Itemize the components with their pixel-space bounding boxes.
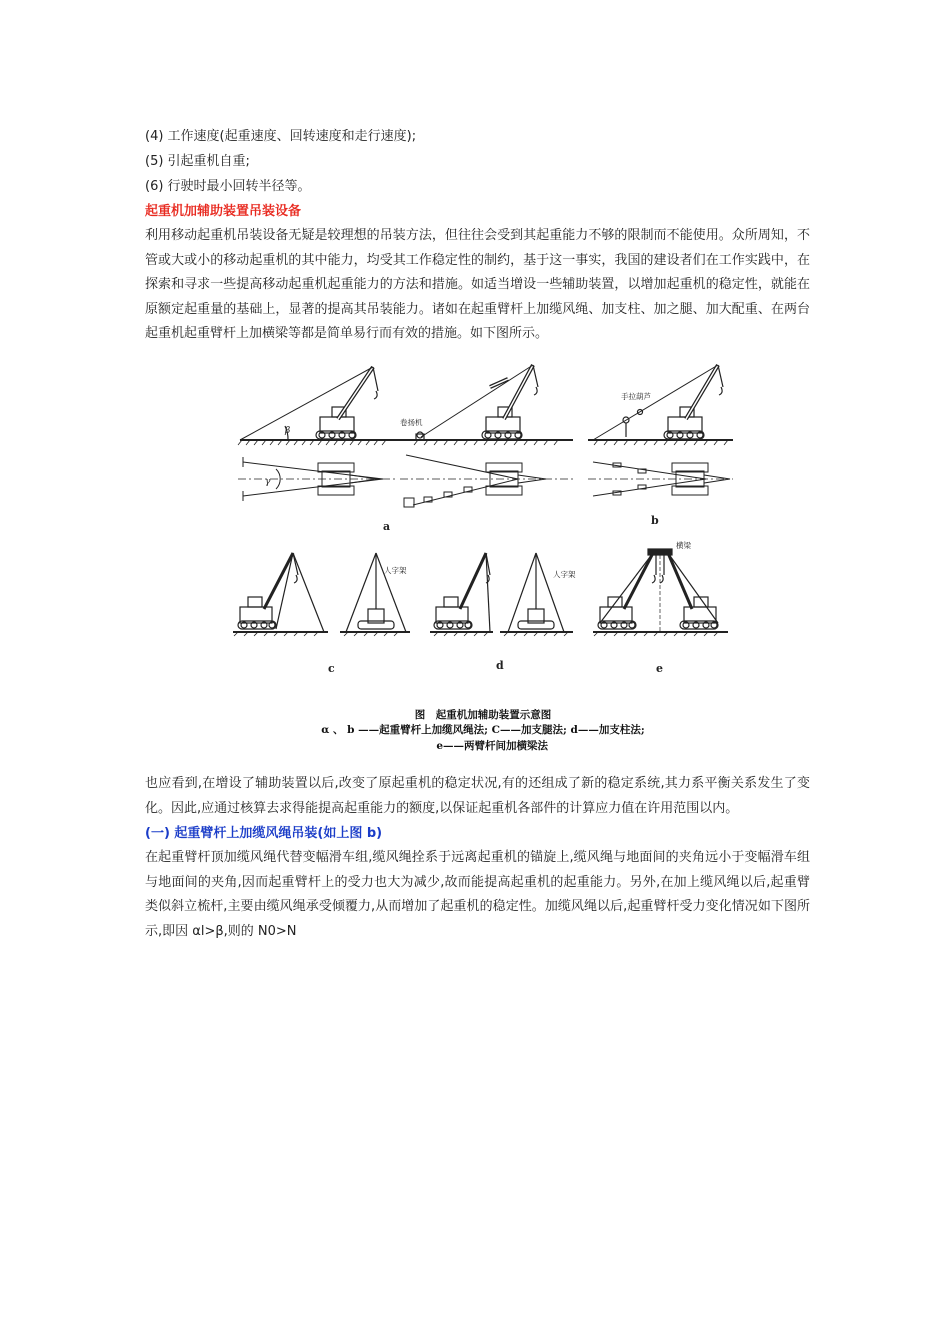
document-body-lower xyxy=(145,772,810,945)
figure-caption-line3: e——两臂杆间加横梁法 xyxy=(436,740,548,752)
cranes-e-crossbeam xyxy=(598,549,718,632)
figure-caption-title: 图 起重机加辅助装置示意图 xyxy=(414,709,552,721)
crane-h-elevation xyxy=(593,365,723,440)
list-item-6: (6) 行驶时最小回转半径等。 xyxy=(145,179,311,194)
figure-label-c: c xyxy=(328,662,335,675)
angle-gamma-label: γ xyxy=(265,477,271,487)
figure-label-b: b xyxy=(651,514,659,527)
intro-paragraph: 利用移动起重机吊装设备无疑是较理想的吊装方法，但往往会受到其起重能力不够的限制而不能使用。众所周知，不管或大或小的移动起重机的其中能力，均受其工作稳定性的制约，基于这一事实，我国的建设者们在工作实践中，在探索和寻求一些提高移动起重机起重能力的方法和措施。如适当增设一些辅助装置，以增加起重机的稳定性，就能在原额定起重量的基础上，显著的提高其吊装能力。诸如在起重臂杆上加缆风绳、加支柱、加之腿、加大配重、在两台起重机起重臂杆上加横梁等都是简单易行而有效的措施。如下图所示。 xyxy=(145,228,810,342)
after-paragraph: 也应看到,在增设了辅助装置以后,改变了原起重机的稳定状况,有的还组成了新的稳定系统,其力系平衡关系发生了变化。因此,应通过核算去求得能提高起重能力的额度,以保证起重机各部件的计算应力值在许用范围以内。 xyxy=(145,776,810,816)
crane-auxiliary-figure xyxy=(228,357,738,677)
list-item-4: (4) 工作速度(起重速度、回转速度和走行速度); xyxy=(145,129,417,144)
hand-hoist-label: 手拉葫芦 xyxy=(621,392,651,401)
crane-d-column xyxy=(434,553,490,632)
figure-label-e: e xyxy=(656,662,663,675)
crane-b-elevation xyxy=(416,365,538,440)
section-heading: 起重机加辅助装置吊装设备 xyxy=(145,204,302,219)
a-frame-d xyxy=(508,553,564,632)
plan-views xyxy=(238,455,733,507)
a-frame-c xyxy=(346,553,406,632)
figure-caption-line2: α 、 b ——起重臂杆上加缆风绳法; C——加支腿法; d——加支柱法; xyxy=(321,724,645,736)
ground-line-row1 xyxy=(238,440,733,445)
list-item-5: (5) 引起重机自重; xyxy=(145,154,250,169)
a-frame-label-2: 人字架 xyxy=(553,570,576,579)
subsection-heading: (一) 起重臂杆上加缆风绳吊装(如上图 b) xyxy=(145,826,383,842)
last-paragraph: 在起重臂杆顶加缆风绳代替变幅滑车组,缆风绳拴系于远离起重机的锚旋上,缆风绳与地面间的夹角远小于变幅滑车组与地面间的夹角,因而起重臂杆上的受力也大为减少,故而能提高起重机的起重能力。另外,在加上缆风绳以后,起重臂类似斜立梳杆,主要由缆风绳承受倾覆力,从而增加了起重机的稳定性。加缆风绳以后,起重臂杆受力变化情况如下图所示,即因 αl>β,则的 N0>N xyxy=(145,850,810,939)
crane-c-outrigger xyxy=(238,553,324,632)
document-body xyxy=(145,124,810,347)
figure-label-a: a xyxy=(383,520,391,533)
crane-a-elevation xyxy=(240,367,378,440)
winch-label: 卷扬机 xyxy=(400,418,423,427)
ground-line-row2 xyxy=(233,632,728,636)
angle-beta-label: β xyxy=(285,426,291,436)
crossbeam-label: 横梁 xyxy=(676,541,691,550)
figure-label-d: d xyxy=(496,659,504,672)
a-frame-label-1: 人字架 xyxy=(384,566,407,575)
